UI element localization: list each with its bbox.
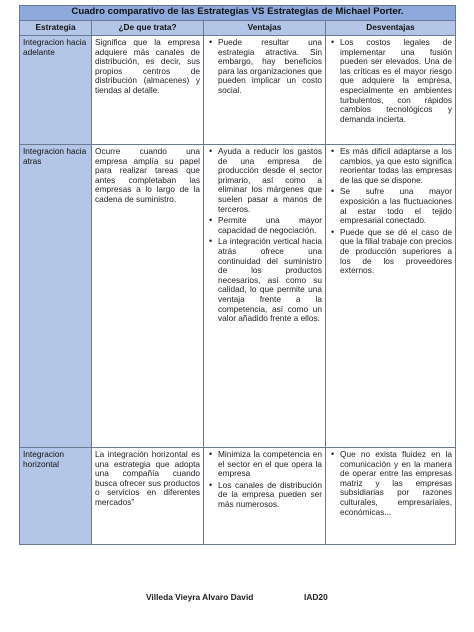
disadvantages-cell bbox=[326, 36, 456, 145]
strategy-description: Ocurre cuando una empresa amplía su papel para realizar tareas que antes completaban las empresas a lo largo de la cadena de suministro. bbox=[92, 145, 204, 448]
list-item: • Puede que se dé el caso de que la filial trabaje con precios de producción superiores a los de los proveedores externos. bbox=[340, 228, 452, 276]
table-title: Cuadro comparativo de las Estrategias VS Estrategias de Michael Porter. bbox=[20, 6, 456, 21]
strategy-description: Significa que la empresa adquiere más canales de distribución, es decir, sus propios centros de distribución (almacenes) y tiendas al detalle. bbox=[92, 36, 204, 145]
table-row bbox=[20, 448, 456, 545]
list-item: • La integración vertical hacia atrás ofrece una continuidad del suministro de los productos necesarios, así como su calidad, lo que permite una ventaja frente a la competencia, así como un valor añadido frente a ellos. bbox=[218, 237, 322, 323]
author-name: Villeda Vieyra Alvaro David bbox=[146, 592, 254, 602]
strategy-name: Integracion hacia adelante bbox=[20, 36, 92, 145]
header-de-que-trata: ¿De que trata? bbox=[92, 21, 204, 36]
strategy-name: Integracion horizontal bbox=[20, 448, 92, 545]
list-item: • Es más difícil adaptarse a los cambios, ya que esto significa reorientar todas las empresas de las que se dispone. bbox=[340, 147, 452, 185]
list-item: • Permite una mayor capacidad de negociación. bbox=[218, 216, 322, 235]
header-desventajas: Desventajas bbox=[326, 21, 456, 36]
comparison-table bbox=[19, 5, 456, 545]
course-code: IAD20 bbox=[304, 592, 328, 602]
advantages-cell bbox=[204, 36, 326, 145]
list-item: • Ayuda a reducir los gastos de una empresa de producción desde el sector primario, así como a eliminar los márgenes que suelen pasar a manos de terceros. bbox=[218, 147, 322, 214]
list-item: • Se sufre una mayor exposición a las fluctuaciones al estar todo el tejido empresarial conectado. bbox=[340, 187, 452, 225]
header-row bbox=[20, 21, 456, 36]
header-estrategia: Estrategia bbox=[20, 21, 92, 36]
list-item: • Los canales de distribución de la empresa pueden ser más numerosos. bbox=[218, 481, 322, 510]
strategy-name: Integracion hacia atras bbox=[20, 145, 92, 448]
list-item: • Que no exista fluidez en la comunicación y en la manera de operar entre las empresas matriz y las empresas subsidiarias por razones culturales, empresariales, económicas... bbox=[340, 450, 452, 517]
list-item: • Puede resultar una estrategia atractiva. Sin embargo, hay beneficios para las organizaciones que pueden implicar un costo social. bbox=[218, 38, 322, 96]
header-ventajas: Ventajas bbox=[204, 21, 326, 36]
table-row bbox=[20, 145, 456, 448]
list-item: • Minimiza la competencia en el sector en el que opera la empresa bbox=[218, 450, 322, 479]
strategy-description: La integración horizontal es una estrategia que adopta una compañía cuando busca ofrecer sus productos o servicios en diferentes mercados” bbox=[92, 448, 204, 545]
disadvantages-cell bbox=[326, 145, 456, 448]
advantages-cell bbox=[204, 145, 326, 448]
disadvantages-cell bbox=[326, 448, 456, 545]
list-item: • Los costos legales de implementar una fusión pueden ser elevados. Una de las críticas es el mayor riesgo que adquiere la empresa, especialmente en ambientes turbulentos, con rápidos cambios tecnológicos y demanda incierta. bbox=[340, 38, 452, 124]
table-row bbox=[20, 36, 456, 145]
advantages-cell bbox=[204, 448, 326, 545]
